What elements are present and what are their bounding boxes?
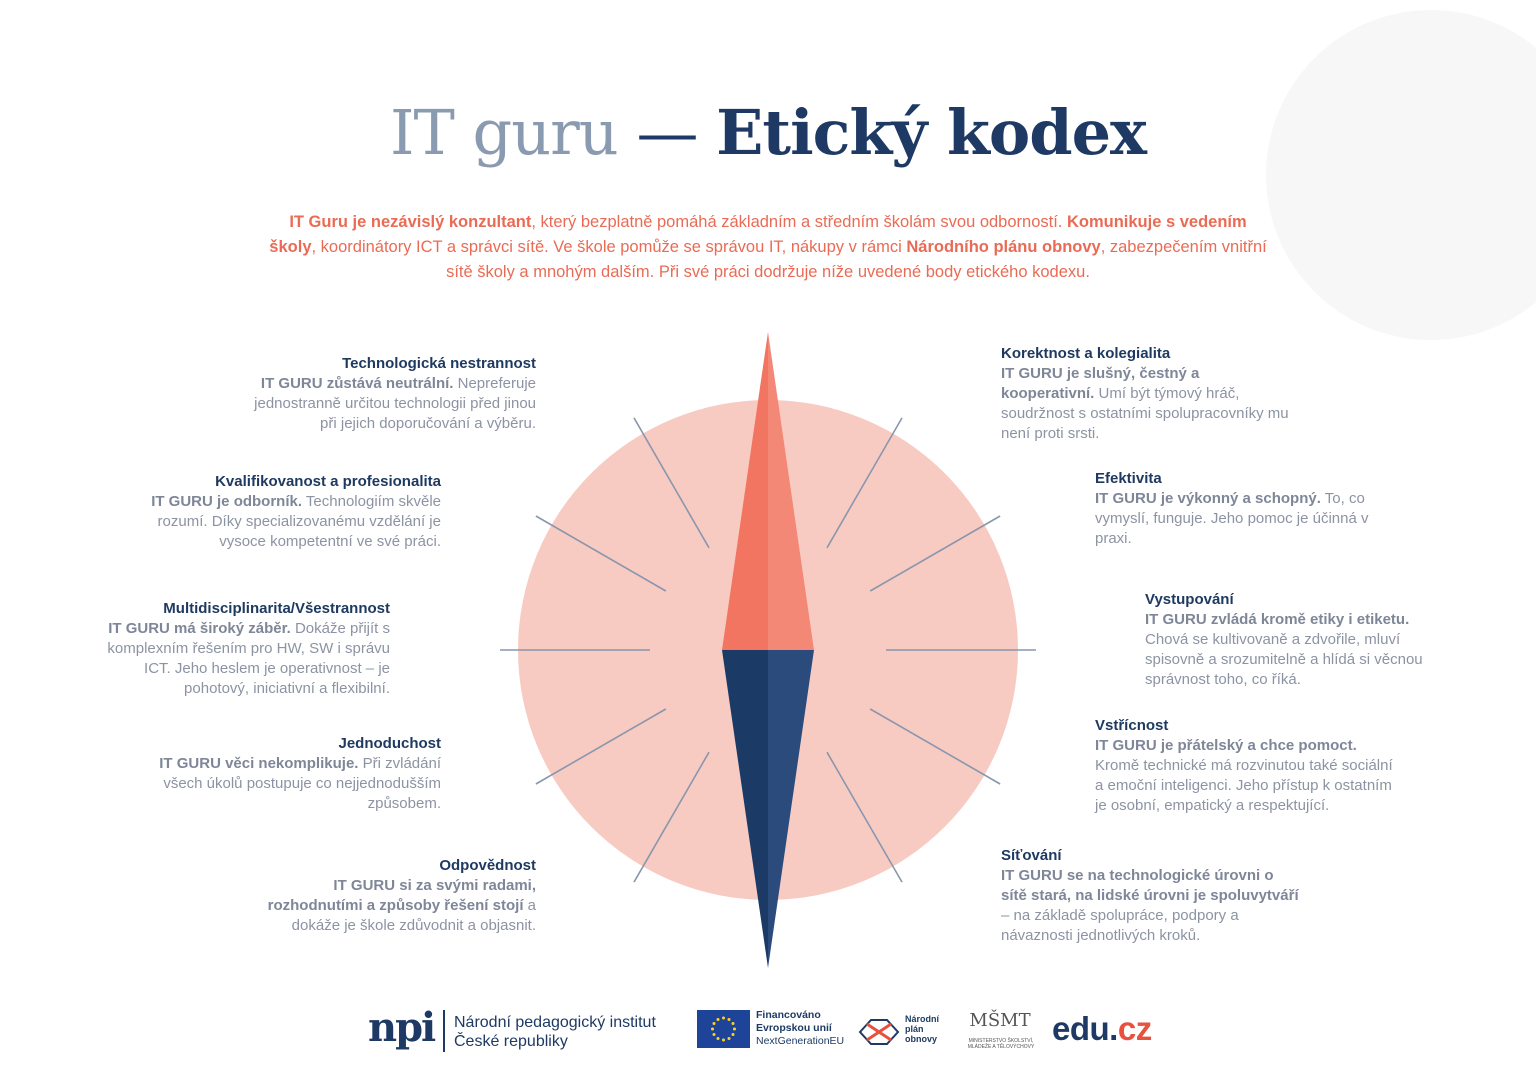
edu-logo-main: edu.	[1052, 1010, 1118, 1047]
eu-line2: Evropskou unií	[756, 1022, 832, 1034]
eu-star	[733, 1028, 736, 1031]
item-body: – na základě spolupráce, podpory a návaznosti jednotlivých kroků.	[1001, 907, 1239, 944]
item-body: Při zvládání všech úkolů postupuje co nejjednodušším způsobem.	[163, 755, 441, 812]
edu-logo-cz: cz	[1117, 1010, 1152, 1047]
eu-star	[732, 1033, 735, 1036]
item-body: Dokáže přijít s komplexním řešením pro HW, SW i správu ICT. Jeho heslem je operativnost – je pohotový, iniciativní a flexibilní.	[107, 620, 390, 697]
npo-logo-icon	[857, 1012, 901, 1050]
item-heading: Multidisciplinarita/Všestrannost	[163, 600, 390, 617]
npi-name-line1: Národní pedagogický institut	[454, 1014, 656, 1031]
item-lead: IT GURU je odborník.	[151, 493, 303, 510]
eu-star	[728, 1037, 731, 1040]
item-efektivita	[1095, 469, 1395, 549]
item-lead: IT GURU má široký záběr.	[108, 620, 291, 637]
npi-divider	[443, 1010, 445, 1052]
item-heading: Kvalifikovanost a profesionalita	[215, 473, 441, 490]
item-multidisciplinarita	[90, 599, 390, 699]
eu-star	[717, 1037, 720, 1040]
item-korektnost	[1001, 344, 1291, 444]
npo-line2: plán	[905, 1024, 924, 1034]
eu-star	[728, 1018, 731, 1021]
eu-star	[717, 1018, 720, 1021]
msmt-logo: MŠMT	[969, 1010, 1031, 1031]
npi-logo: npi	[368, 1004, 435, 1051]
item-lead: IT GURU zůstává neutrální.	[260, 375, 454, 392]
intro-bold-2: Komunikuje s vedením školy	[269, 213, 1247, 256]
msmt-subtitle: MINISTERSTVO ŠKOLSTVÍ, MLÁDEŽE A TĚLOVÝCHOVY	[967, 1038, 1035, 1050]
item-body: Chová se kultivovaně a zdvořile, mluví spisovně a srozumitelně a hlídá si věcnou správnost toho, co říká.	[1145, 631, 1423, 688]
eu-star	[713, 1022, 716, 1025]
eu-star	[711, 1028, 714, 1031]
npo-line3: obnovy	[905, 1034, 938, 1044]
item-odpovednost	[261, 856, 536, 936]
eu-line1: Financováno	[756, 1009, 821, 1021]
item-body: Kromě technické má rozvinutou také sociální a emoční inteligenci. Jeho přístup k ostatním je osobní, empatický a respektující.	[1095, 757, 1393, 814]
eu-funding-text	[756, 1009, 844, 1048]
item-lead: IT GURU věci nekomplikuje.	[159, 755, 359, 772]
eu-flag-icon	[697, 1010, 750, 1048]
intro-text-1: , který bezplatně pomáhá základním a středním školám svou odborností.	[531, 213, 1067, 231]
item-body: Technologiím skvěle rozumí. Díky specializovanému vzdělání je vysoce kompetentní ve své práci.	[157, 493, 441, 550]
title-it-guru: IT guru	[389, 96, 618, 169]
item-heading: Síťování	[1001, 847, 1062, 864]
item-body: a dokáže je škole zdůvodnit a objasnit.	[291, 897, 536, 934]
intro-bold-1: IT Guru je nezávislý konzultant	[289, 213, 532, 231]
footer-logos	[0, 1004, 1536, 1074]
item-vstricnost	[1095, 716, 1395, 816]
npo-text	[905, 1014, 939, 1044]
item-lead: IT GURU je výkonný a schopný.	[1095, 490, 1321, 507]
item-technologicka-nestrannost	[236, 354, 536, 434]
item-heading: Odpovědnost	[439, 857, 536, 874]
item-sitovani	[1001, 846, 1301, 946]
item-heading: Vystupování	[1145, 591, 1234, 608]
intro-text-3: , zabezpečením vnitřní sítě školy a mnohým dalším. Při své práci dodržuje níže uvedené body etického kodexu.	[446, 238, 1267, 281]
item-lead: IT GURU je přátelský a chce pomoct.	[1095, 737, 1357, 754]
item-body: Umí být týmový hráč, soudržnost s ostatními spolupracovníky mu není proti srsti.	[1001, 385, 1289, 442]
item-lead: IT GURU je slušný, čestný a kooperativní.	[1001, 365, 1200, 402]
item-heading: Vstřícnost	[1095, 717, 1169, 734]
item-lead: IT GURU zvládá kromě etiky i etiketu.	[1145, 611, 1410, 628]
edu-cz-logo	[1052, 1010, 1152, 1048]
npi-name	[454, 1013, 656, 1051]
npi-name-line2: České republiky	[454, 1033, 568, 1050]
item-lead: IT GURU se na technologické úrovni o sítě stará, na lidské úrovni je spoluvytváří	[1001, 867, 1299, 904]
item-vystupovani	[1145, 590, 1435, 690]
intro-text-2: , koordinátory ICT a správci sítě. Ve škole pomůže se správou IT, nákupy v rámci	[311, 238, 907, 256]
item-kvalifikovanost	[141, 472, 441, 552]
eu-line3: NextGenerationEU	[756, 1035, 845, 1047]
eu-star	[732, 1022, 735, 1025]
npo-line1: Národní	[905, 1014, 940, 1024]
item-heading: Efektivita	[1095, 470, 1162, 487]
eu-star	[722, 1039, 725, 1042]
item-jednoduchost	[151, 734, 441, 814]
item-lead: IT GURU si za svými radami, rozhodnutími a způsoby řešení stojí	[267, 877, 536, 914]
intro-bold-3: Národního plánu obnovy	[906, 238, 1101, 256]
eu-star	[713, 1033, 716, 1036]
item-heading: Jednoduchost	[338, 735, 441, 752]
item-body: To, co vymyslí, funguje. Jeho pomoc je účinná v praxi.	[1095, 490, 1369, 547]
eu-star	[722, 1017, 725, 1020]
item-heading: Technologická nestrannost	[342, 355, 536, 372]
item-body: Nepreferuje jednostranně určitou technologii před jinou při jejich doporučování a výběru.	[254, 375, 536, 432]
title-dash: —	[636, 96, 698, 169]
title-eticky-kodex: Etický kodex	[716, 96, 1147, 169]
item-heading: Korektnost a kolegialita	[1001, 345, 1171, 362]
